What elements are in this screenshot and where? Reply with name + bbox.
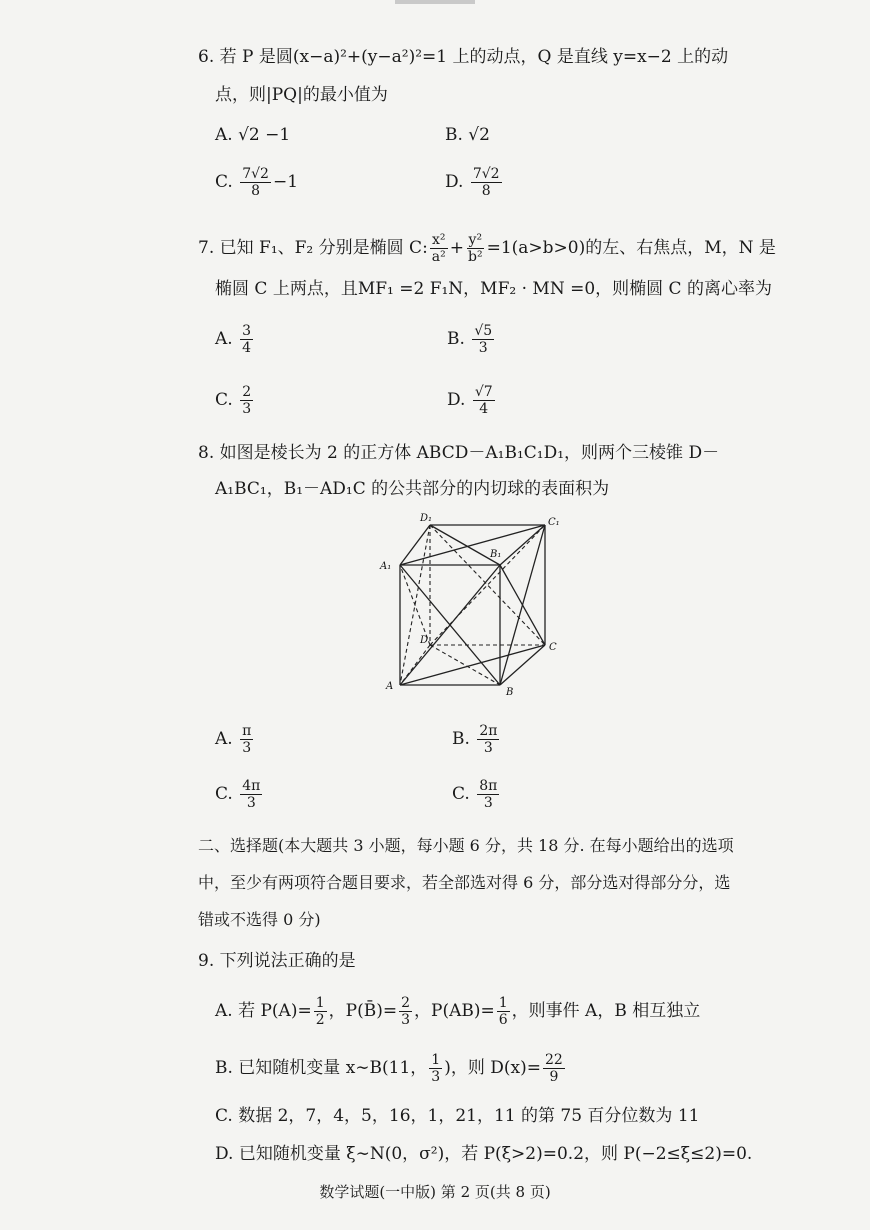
fraction-numerator: √7 [474,384,493,400]
q9-option-d: D. 已知随机变量 ξ∼N(0，σ²)，若 P(ξ>2)=0.2，则 P(−2≤ξ≤2)=0. [215,1144,753,1164]
q6-option-d [445,166,504,199]
fraction-numerator: x² [432,232,446,248]
fraction-denominator: 3 [246,795,256,811]
q9-a-text: ，P(B̄)= [328,1001,398,1021]
q7-stem-part-a: 7. 已知 F₁、F₂ 分别是椭圆 C: [198,238,428,258]
q8-option-a [215,723,255,756]
q6-option-b: B. √2 [445,125,490,145]
q9-b-text: )，则 D(x)= [444,1058,541,1078]
diag-da1-hidden [400,565,430,645]
q7-option-b [447,323,496,356]
fraction-numerator: 2 [401,995,411,1011]
fraction [314,995,327,1028]
page-footer: 数学试题(一中版) 第 2 页(共 8 页) [319,1183,551,1201]
q6-option-d-label: D. [445,172,464,192]
fraction-numerator: y² [468,232,483,248]
label-a: A [386,681,394,692]
q7-fraction-x [430,232,448,265]
fraction-denominator: 8 [251,183,261,199]
fraction-numerator: π [242,723,252,739]
q7-fraction-y [466,232,485,265]
fraction-denominator: 9 [549,1069,559,1085]
fraction-numerator: 1 [498,995,508,1011]
fraction-denominator: 3 [242,401,252,417]
edge-a1d1 [400,525,430,565]
q7-option-b-fraction [472,323,494,356]
fraction-numerator: 2π [479,723,498,739]
fraction [399,995,412,1028]
label-b1: B₁ [490,549,502,560]
fraction-denominator: 4 [242,340,252,356]
fraction-denominator: 3 [242,740,252,756]
diag-b1c [500,565,545,645]
edge-da-hidden [400,645,430,685]
fraction-numerator: 1 [315,995,325,1011]
fraction-numerator: 2 [242,384,252,400]
q6-stem-line2: 点，则|PQ|的最小值为 [215,85,388,105]
fraction-numerator: 4π [242,778,261,794]
q7-option-a-fraction [240,323,253,356]
fraction-numerator: 8π [479,778,498,794]
fraction-numerator: 1 [431,1052,441,1068]
option-label: A. [215,329,233,349]
q8-option-a-fraction [240,723,253,756]
diag-db-hidden [430,645,500,685]
q7-stem-part-b: =1(a>b>0)的左、右焦点，M，N 是 [486,238,776,258]
q9-a-text: ，则事件 A，B 相互独立 [511,1001,701,1021]
q7-stem-line1 [198,232,776,265]
q8-option-d [452,778,501,811]
q7-option-d-fraction [473,384,495,417]
q6-option-c-label: C. [215,172,233,192]
label-a1: A₁ [380,561,392,572]
q6-stem-line1: 6. 若 P 是圆(x−a)²+(y−a²)²=1 上的动点，Q 是直线 y=x−2 上的动 [198,47,729,67]
scan-mark [395,0,475,4]
q8-option-b-fraction [477,723,499,756]
q7-option-c [215,384,255,417]
q9-option-b [215,1052,567,1085]
q8-option-c-fraction [240,778,262,811]
fraction-numerator: √5 [474,323,493,339]
q9-option-c: C. 数据 2，7，4，5，16，1，21，11 的第 75 百分位数为 11 [215,1106,700,1126]
q9-b-text: B. 已知随机变量 x∼B(11， [215,1058,428,1078]
section2-line2: 中，至少有两项符合题目要求，若全部选对得 6 分，部分选对得部分分，选 [198,873,731,892]
q8-option-b [452,723,501,756]
fraction-denominator: 4 [479,401,489,417]
option-label: C. [215,784,233,804]
q9-stem: 9. 下列说法正确的是 [198,951,356,971]
option-label: B. [452,729,470,749]
fraction-denominator: 3 [483,740,493,756]
fraction-denominator: 2 [315,1012,325,1028]
fraction-denominator: 3 [431,1069,441,1085]
q7-option-d [447,384,497,417]
option-label: C. [452,784,470,804]
q6-option-c [215,166,298,199]
option-label: A. [215,729,233,749]
q7-option-c-fraction [240,384,253,417]
label-b: B [506,687,514,698]
section2-line3: 错或不选得 0 分) [198,910,321,929]
fraction-denominator: b² [468,249,483,265]
fraction [429,1052,442,1085]
fraction-numerator: 7√2 [472,166,500,182]
label-d: D [420,635,429,646]
q8-stem-line1: 8. 如图是棱长为 2 的正方体 ABCD－A₁B₁C₁D₁，则两个三棱锥 D－ [198,443,720,463]
fraction-denominator: 3 [478,340,488,356]
fraction-denominator: 3 [401,1012,411,1028]
option-label: C. [215,390,233,410]
section2-line1: 二、选择题(本大题共 3 小题，每小题 6 分，共 18 分. 在每小题给出的选项 [198,836,734,855]
fraction-denominator: 3 [483,795,493,811]
fraction-denominator: 8 [481,183,491,199]
cube-figure [370,505,570,705]
q6-option-c-fraction [240,166,271,199]
q9-a-text: ，P(AB)= [414,1001,495,1021]
q9-a-text: A. 若 P(A)= [215,1001,312,1021]
label-d1: D₁ [420,513,433,524]
q6-option-d-fraction [471,166,502,199]
fraction [543,1052,565,1085]
q7-option-a [215,323,255,356]
label-c: C [549,642,557,653]
q8-option-d-fraction [477,778,499,811]
label-c1: C₁ [548,517,560,528]
q8-option-c [215,778,264,811]
q6-option-c-tail: −1 [272,172,299,192]
option-label: B. [447,329,465,349]
fraction-numerator: 22 [544,1052,563,1068]
plus-sign: + [449,238,465,258]
fraction-denominator: 6 [498,1012,508,1028]
q6-option-a: A. √2 −1 [215,125,291,145]
fraction-numerator: 3 [242,323,252,339]
fraction-denominator: a² [431,249,446,265]
q9-option-a [215,995,700,1028]
q7-stem-line2: 椭圆 C 上两点，且MF₁ =2 F₁N，MF₂ · MN =0，则椭圆 C 的离心率为 [215,279,772,299]
fraction-numerator: 7√2 [242,166,269,182]
option-label: D. [447,390,466,410]
q8-stem-line2: A₁BC₁，B₁－AD₁C 的公共部分的内切球的表面积为 [215,479,610,499]
fraction [497,995,510,1028]
